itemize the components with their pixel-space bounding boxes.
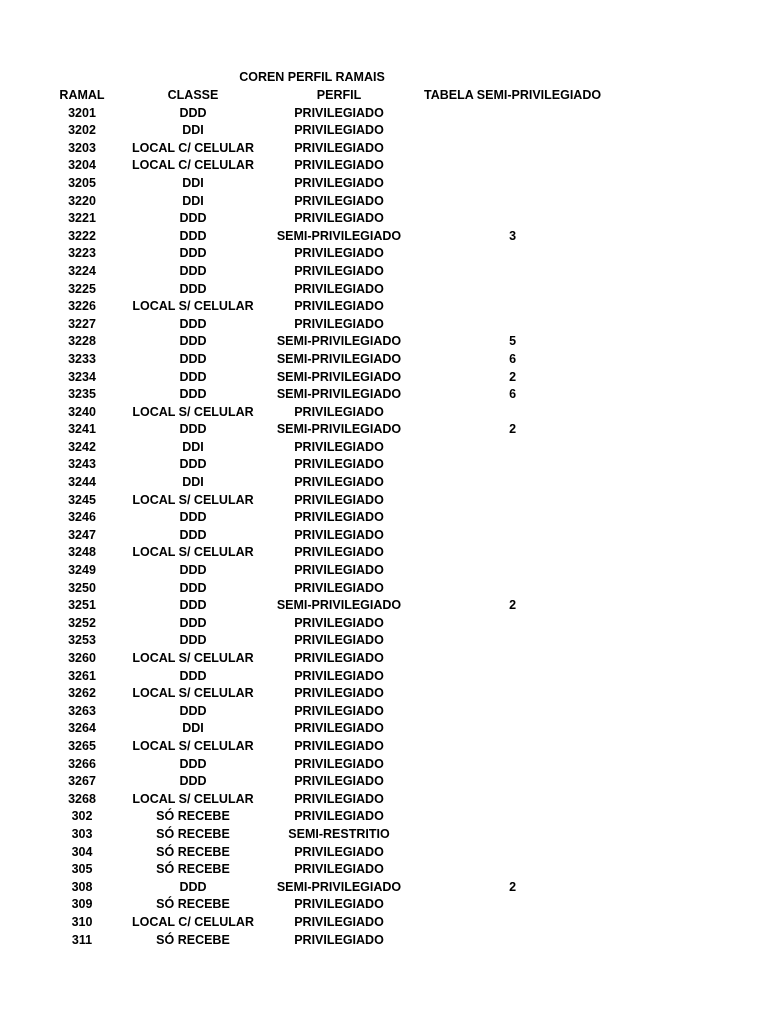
table-header-row (32, 87, 601, 105)
cell-classe: DDD (179, 703, 207, 718)
cell-classe: DDD (179, 422, 207, 437)
cell-perfil: PRIVILEGIADO (294, 175, 384, 190)
cell-perfil: PRIVILEGIADO (294, 492, 384, 507)
cell-ramal: 3205 (68, 175, 96, 190)
cell-perfil: PRIVILEGIADO (294, 457, 384, 472)
cell-perfil: SEMI-PRIVILEGIADO (276, 387, 402, 402)
table-row (32, 298, 601, 316)
cell-perfil: SEMI-PRIVILEGIADO (276, 879, 402, 894)
cell-classe: LOCAL C/ CELULAR (132, 140, 254, 155)
cell-ramal: 3268 (68, 791, 96, 806)
cell-classe: DDD (179, 351, 207, 366)
cell-tabela (424, 932, 601, 950)
cell-tabela (424, 105, 601, 123)
cell-classe: DDD (179, 563, 207, 578)
cell-classe: SÓ RECEBE (156, 809, 230, 824)
cell-tabela: 2 (509, 422, 517, 437)
cell-tabela (424, 404, 601, 422)
cell-ramal: 3222 (68, 228, 96, 243)
table-row (32, 562, 601, 580)
cell-perfil: PRIVILEGIADO (294, 862, 384, 877)
cell-perfil: SEMI-PRIVILEGIADO (276, 422, 402, 437)
cell-ramal: 3242 (68, 439, 96, 454)
cell-perfil: SEMI-PRIVILEGIADO (276, 334, 402, 349)
table-row (32, 509, 601, 527)
cell-classe: DDI (182, 193, 204, 208)
cell-classe: DDD (179, 756, 207, 771)
cell-tabela (424, 281, 601, 299)
table-row (32, 228, 601, 246)
cell-ramal: 302 (71, 809, 93, 824)
cell-perfil: SEMI-PRIVILEGIADO (276, 369, 402, 384)
cell-tabela (424, 738, 601, 756)
cell-ramal: 3226 (68, 299, 96, 314)
cell-ramal: 3262 (68, 686, 96, 701)
table-row (32, 720, 601, 738)
cell-perfil: PRIVILEGIADO (294, 651, 384, 665)
cell-ramal: 3223 (68, 246, 96, 261)
cell-perfil: PRIVILEGIADO (294, 263, 384, 278)
cell-perfil: PRIVILEGIADO (294, 932, 384, 947)
cell-ramal: 3266 (68, 756, 96, 771)
cell-classe: DDI (182, 123, 204, 138)
cell-perfil: PRIVILEGIADO (294, 844, 384, 859)
table-row (32, 615, 601, 633)
cell-perfil: PRIVILEGIADO (294, 510, 384, 525)
cell-ramal: 3233 (68, 351, 96, 366)
cell-ramal: 3250 (68, 580, 96, 595)
cell-ramal: 3202 (68, 123, 96, 138)
cell-perfil: PRIVILEGIADO (294, 668, 384, 683)
table-row (32, 738, 601, 756)
cell-tabela (424, 826, 601, 844)
cell-perfil: PRIVILEGIADO (294, 158, 384, 173)
table-row (32, 668, 601, 686)
cell-tabela (424, 492, 601, 510)
cell-perfil: PRIVILEGIADO (294, 897, 384, 912)
cell-ramal: 3251 (68, 598, 96, 613)
table-row (32, 650, 601, 668)
cell-classe: DDI (182, 721, 204, 736)
cell-ramal: 3244 (68, 475, 96, 490)
cell-perfil: PRIVILEGIADO (294, 211, 384, 226)
table-row (32, 122, 601, 140)
cell-tabela (424, 456, 601, 474)
cell-perfil: PRIVILEGIADO (294, 721, 384, 736)
cell-perfil: PRIVILEGIADO (294, 140, 384, 155)
cell-ramal: 3240 (68, 404, 96, 419)
cell-perfil: PRIVILEGIADO (294, 686, 384, 701)
ramais-table (32, 87, 601, 949)
cell-classe: LOCAL S/ CELULAR (132, 651, 254, 665)
table-row (32, 773, 601, 791)
cell-perfil: PRIVILEGIADO (294, 475, 384, 490)
cell-tabela (424, 896, 601, 914)
table-row (32, 808, 601, 826)
cell-tabela (424, 685, 601, 703)
cell-ramal: 3264 (68, 721, 96, 736)
cell-tabela: 6 (509, 387, 517, 402)
cell-tabela (424, 844, 601, 862)
cell-classe: DDD (179, 228, 207, 243)
cell-ramal: 3221 (68, 211, 96, 226)
table-row (32, 527, 601, 545)
cell-ramal: 3225 (68, 281, 96, 296)
cell-ramal: 3220 (68, 193, 96, 208)
cell-tabela (424, 509, 601, 527)
table-row (32, 386, 601, 404)
table-row (32, 210, 601, 228)
cell-perfil: PRIVILEGIADO (294, 439, 384, 454)
cell-ramal: 3261 (68, 668, 96, 683)
table-row (32, 474, 601, 492)
cell-tabela (424, 808, 601, 826)
cell-ramal: 3241 (68, 422, 96, 437)
cell-perfil: PRIVILEGIADO (294, 791, 384, 806)
cell-ramal: 3249 (68, 563, 96, 578)
table-row (32, 245, 601, 263)
cell-ramal: 305 (71, 862, 93, 877)
cell-perfil: PRIVILEGIADO (294, 563, 384, 578)
cell-classe: DDD (179, 211, 207, 226)
cell-classe: LOCAL C/ CELULAR (132, 158, 254, 173)
cell-classe: DDD (179, 246, 207, 261)
cell-perfil: PRIVILEGIADO (294, 615, 384, 630)
cell-tabela: 2 (509, 369, 517, 384)
table-row (32, 685, 601, 703)
cell-tabela (424, 193, 601, 211)
cell-perfil: PRIVILEGIADO (294, 123, 384, 138)
cell-classe: SÓ RECEBE (156, 862, 230, 877)
cell-classe: DDD (179, 774, 207, 789)
cell-tabela (424, 316, 601, 334)
cell-classe: SÓ RECEBE (156, 826, 230, 841)
cell-tabela (424, 245, 601, 263)
cell-classe: SÓ RECEBE (156, 897, 230, 912)
table-row (32, 157, 601, 175)
cell-classe: DDD (179, 316, 207, 331)
cell-classe: DDD (179, 281, 207, 296)
cell-tabela (424, 632, 601, 650)
table-row (32, 439, 601, 457)
cell-ramal: 3203 (68, 140, 96, 155)
cell-tabela (424, 720, 601, 738)
cell-tabela (424, 756, 601, 774)
cell-tabela (424, 544, 601, 562)
cell-tabela: 6 (509, 351, 517, 366)
cell-classe: DDI (182, 175, 204, 190)
cell-tabela: 2 (509, 598, 517, 613)
table-row (32, 879, 601, 897)
cell-tabela (424, 474, 601, 492)
cell-tabela (424, 650, 601, 668)
cell-tabela (424, 861, 601, 879)
cell-ramal: 309 (71, 897, 93, 912)
cell-classe: DDD (179, 668, 207, 683)
cell-tabela: 5 (509, 334, 517, 349)
cell-perfil: PRIVILEGIADO (294, 774, 384, 789)
table-row (32, 703, 601, 721)
cell-ramal: 3204 (68, 158, 96, 173)
cell-tabela (424, 175, 601, 193)
cell-classe: DDD (179, 633, 207, 648)
cell-ramal: 3253 (68, 633, 96, 648)
cell-perfil: PRIVILEGIADO (294, 281, 384, 296)
cell-tabela (424, 157, 601, 175)
cell-ramal: 3247 (68, 527, 96, 542)
table-row (32, 316, 601, 334)
cell-perfil: PRIVILEGIADO (294, 809, 384, 824)
cell-perfil: PRIVILEGIADO (294, 316, 384, 331)
cell-perfil: PRIVILEGIADO (294, 193, 384, 208)
cell-ramal: 3267 (68, 774, 96, 789)
cell-ramal: 308 (71, 879, 93, 894)
cell-classe: DDD (179, 510, 207, 525)
cell-perfil: PRIVILEGIADO (294, 633, 384, 648)
table-row (32, 932, 601, 950)
cell-ramal: 3263 (68, 703, 96, 718)
cell-classe: DDD (179, 615, 207, 630)
cell-perfil: PRIVILEGIADO (294, 756, 384, 771)
cell-tabela (424, 703, 601, 721)
table-row (32, 861, 601, 879)
cell-classe: DDD (179, 369, 207, 384)
cell-tabela (424, 668, 601, 686)
table-row (32, 914, 601, 932)
cell-perfil: PRIVILEGIADO (294, 545, 384, 560)
cell-ramal: 3243 (68, 457, 96, 472)
table-row (32, 544, 601, 562)
cell-classe: LOCAL S/ CELULAR (132, 738, 254, 753)
cell-classe: LOCAL S/ CELULAR (132, 791, 254, 806)
cell-ramal: 3260 (68, 651, 96, 665)
cell-ramal: 3227 (68, 316, 96, 331)
table-row (32, 140, 601, 158)
cell-ramal: 303 (71, 826, 93, 841)
cell-perfil: PRIVILEGIADO (294, 580, 384, 595)
table-row (32, 456, 601, 474)
cell-ramal: 3201 (68, 105, 96, 120)
cell-ramal: 3228 (68, 334, 96, 349)
cell-classe: DDI (182, 439, 204, 454)
table-row (32, 105, 601, 123)
table-row (32, 369, 601, 387)
cell-tabela (424, 773, 601, 791)
cell-tabela (424, 562, 601, 580)
table-row (32, 826, 601, 844)
cell-ramal: 3234 (68, 369, 96, 384)
cell-perfil: SEMI-PRIVILEGIADO (276, 598, 402, 613)
table-row (32, 281, 601, 299)
cell-classe: DDD (179, 879, 207, 894)
cell-tabela (424, 210, 601, 228)
cell-perfil: PRIVILEGIADO (294, 105, 384, 120)
cell-classe: LOCAL S/ CELULAR (132, 404, 254, 419)
cell-tabela (424, 791, 601, 809)
table-row (32, 756, 601, 774)
cell-classe: DDD (179, 263, 207, 278)
cell-ramal: 3224 (68, 263, 96, 278)
document-title: COREN PERFIL RAMAIS (239, 70, 385, 84)
cell-perfil: PRIVILEGIADO (294, 246, 384, 261)
cell-tabela (424, 122, 601, 140)
cell-perfil: PRIVILEGIADO (294, 404, 384, 419)
table-row (32, 263, 601, 281)
cell-tabela: 2 (509, 879, 517, 894)
header-classe: CLASSE (167, 88, 219, 102)
cell-perfil: PRIVILEGIADO (294, 703, 384, 718)
cell-ramal: 3248 (68, 545, 96, 560)
cell-ramal: 3235 (68, 387, 96, 402)
cell-classe: LOCAL S/ CELULAR (132, 492, 254, 507)
cell-tabela (424, 527, 601, 545)
cell-ramal: 3252 (68, 615, 96, 630)
cell-tabela (424, 580, 601, 598)
header-perfil: PERFIL (316, 88, 362, 102)
cell-ramal: 304 (71, 844, 93, 859)
cell-perfil: PRIVILEGIADO (294, 299, 384, 314)
cell-tabela (424, 140, 601, 158)
table-row (32, 580, 601, 598)
cell-classe: DDD (179, 387, 207, 402)
cell-classe: SÓ RECEBE (156, 932, 230, 947)
table-row (32, 791, 601, 809)
cell-tabela (424, 298, 601, 316)
table-row (32, 597, 601, 615)
cell-ramal: 3265 (68, 738, 96, 753)
cell-classe: DDD (179, 334, 207, 349)
table-row (32, 632, 601, 650)
cell-ramal: 3245 (68, 492, 96, 507)
cell-perfil: SEMI-PRIVILEGIADO (276, 228, 402, 243)
cell-classe: DDI (182, 475, 204, 490)
table-row (32, 193, 601, 211)
cell-ramal: 3246 (68, 510, 96, 525)
cell-perfil: PRIVILEGIADO (294, 914, 384, 929)
table-row (32, 896, 601, 914)
cell-tabela (424, 615, 601, 633)
cell-perfil: SEMI-RESTRITIO (288, 826, 390, 841)
table-row (32, 333, 601, 351)
cell-classe: LOCAL C/ CELULAR (132, 914, 254, 929)
cell-tabela: 3 (509, 228, 517, 243)
cell-ramal: 311 (71, 932, 93, 947)
table-row (32, 404, 601, 422)
cell-tabela (424, 263, 601, 281)
table-row (32, 175, 601, 193)
table-body (32, 105, 601, 950)
cell-perfil: PRIVILEGIADO (294, 738, 384, 753)
cell-classe: SÓ RECEBE (156, 844, 230, 859)
cell-tabela (424, 914, 601, 932)
cell-classe: DDD (179, 598, 207, 613)
cell-classe: LOCAL S/ CELULAR (132, 299, 254, 314)
header-ramal: RAMAL (59, 88, 105, 102)
cell-perfil: SEMI-PRIVILEGIADO (276, 351, 402, 366)
cell-classe: DDD (179, 527, 207, 542)
cell-tabela (424, 439, 601, 457)
table-row (32, 421, 601, 439)
cell-classe: DDD (179, 457, 207, 472)
cell-classe: DDD (179, 105, 207, 120)
cell-classe: DDD (179, 580, 207, 595)
cell-classe: LOCAL S/ CELULAR (132, 545, 254, 560)
cell-classe: LOCAL S/ CELULAR (132, 686, 254, 701)
cell-ramal: 310 (71, 914, 93, 929)
table-row (32, 351, 601, 369)
header-tabela: TABELA SEMI-PRIVILEGIADO (424, 88, 602, 102)
table-row (32, 844, 601, 862)
table-row (32, 492, 601, 510)
cell-perfil: PRIVILEGIADO (294, 527, 384, 542)
